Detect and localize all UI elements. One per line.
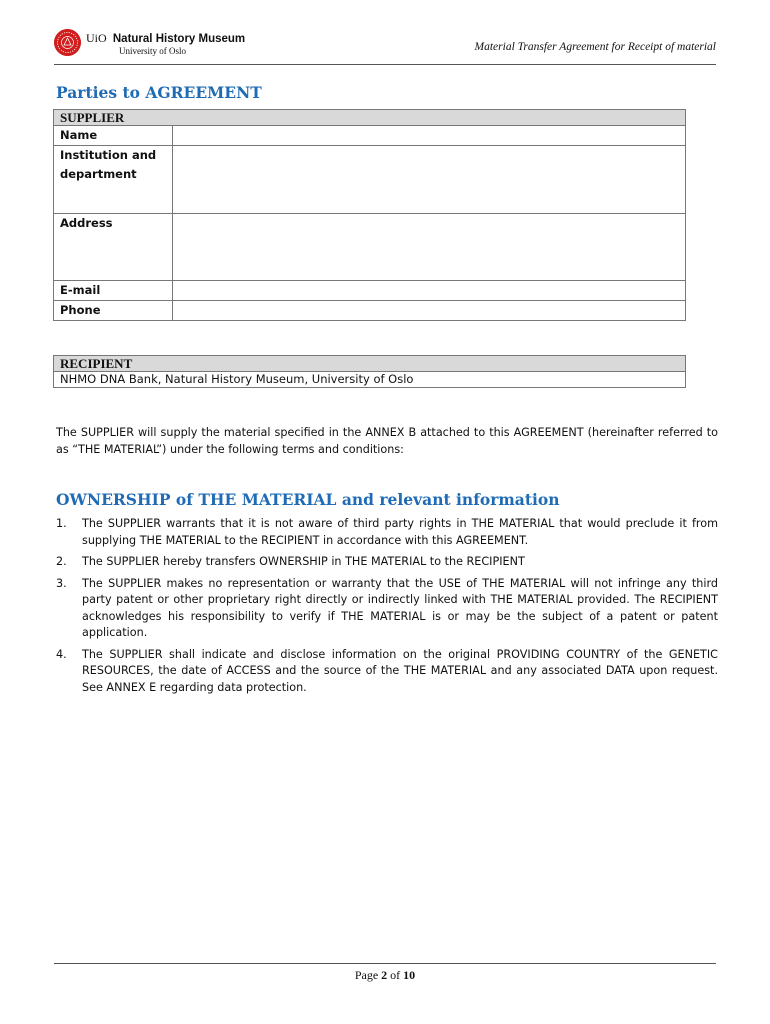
institution-value[interactable]	[173, 146, 686, 214]
phone-value[interactable]	[173, 301, 686, 321]
email-value[interactable]	[173, 281, 686, 301]
page-footer	[54, 963, 716, 983]
museum-logo-text	[86, 32, 245, 57]
total-pages: 10	[403, 968, 416, 982]
uio-seal-logo	[54, 29, 81, 56]
logo-museum-name: Natural History Museum	[112, 33, 246, 45]
phone-label: Phone	[54, 301, 173, 321]
list-item-number: 1.	[56, 517, 67, 530]
current-page: 2	[381, 968, 388, 982]
list-item-text: The SUPPLIER warrants that it is not aware of third party rights in THE MATERIAL that would preclude it from supplying THE MATERIAL to the RECIPIENT in accordance with this AGREEMENT.	[82, 517, 718, 547]
page-header	[54, 26, 716, 65]
intro-paragraph: The SUPPLIER will supply the material specified in the ANNEX B attached to this AGREEMENT (hereinafter referred to as “THE MATERIAL”) under the following terms and conditions:	[56, 426, 718, 456]
email-label: E-mail	[54, 281, 173, 301]
name-value[interactable]	[173, 126, 686, 146]
supplier-table	[53, 109, 686, 321]
document-title: Material Transfer Agreement for Receipt of material	[474, 41, 716, 53]
list-item-text: The SUPPLIER shall indicate and disclose information on the original PROVIDING COUNTRY of the GENETIC RESOURCES, the date of ACCESS and the source of the THE MATERIAL and any associated DATA upon request. See ANNEX E regarding data protection.	[82, 647, 718, 694]
name-label: Name	[54, 126, 173, 146]
recipient-banner: RECIPIENT	[54, 356, 686, 372]
address-value[interactable]	[173, 214, 686, 281]
list-item	[56, 647, 718, 697]
recipient-value: NHMO DNA Bank, Natural History Museum, University of Oslo	[54, 372, 686, 388]
list-item	[56, 554, 718, 571]
page-number: Page 2 of 10	[354, 968, 416, 982]
supplier-banner: SUPPLIER	[54, 110, 686, 126]
logo-uio: UiO	[86, 31, 107, 45]
ownership-heading: OWNERSHIP of THE MATERIAL and relevant information	[56, 490, 560, 509]
address-label: Address	[54, 214, 173, 281]
list-item-number: 4.	[56, 647, 67, 661]
list-item	[56, 576, 718, 642]
parties-heading: Parties to AGREEMENT	[56, 83, 262, 102]
ownership-list	[56, 516, 718, 701]
list-item	[56, 516, 718, 549]
list-item-number: 2.	[56, 555, 67, 568]
recipient-table	[53, 355, 686, 388]
list-item-number: 3.	[56, 576, 67, 590]
list-item-text: The SUPPLIER makes no representation or warranty that the USE of THE MATERIAL will not infringe any third party patent or other proprietary right directly or indirectly linked with THE MATERIAL provided. The RECIPIENT acknowledges his responsibility to verify if THE MATERIAL is or may be the subject of a patent or patent application.	[82, 576, 718, 639]
list-item-text: The SUPPLIER hereby transfers OWNERSHIP in THE MATERIAL to the RECIPIENT	[82, 555, 525, 568]
institution-label: Institution and department	[54, 146, 173, 214]
logo-university: University of Oslo	[119, 46, 186, 56]
